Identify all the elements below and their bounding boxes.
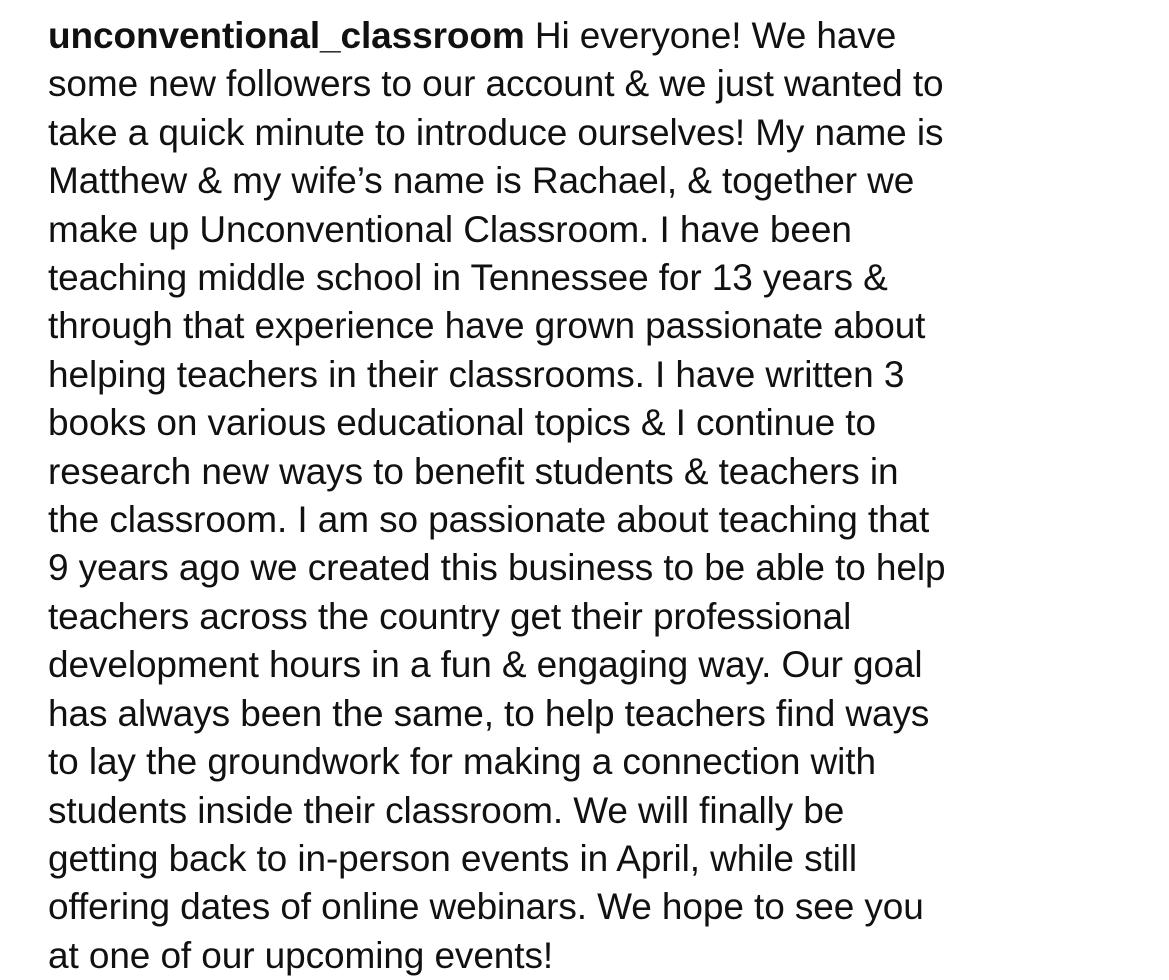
caption-text: helping teachers in their classrooms. I have written 3	[48, 353, 905, 395]
post-caption	[48, 12, 1128, 980]
caption-text: Matthew & my wife’s name is Rachael, & together we	[48, 160, 915, 202]
caption-text: has always been the same, to help teachers find ways	[48, 692, 930, 734]
caption-text: through that experience have grown passionate about	[48, 305, 926, 347]
username-link[interactable]: unconventional_classroom	[48, 15, 525, 56]
caption-text: research new ways to benefit students & teachers in	[48, 450, 899, 492]
caption-text: students inside their classroom. We will finally be	[48, 789, 845, 831]
caption-text: offering dates of online webinars. We hope to see you	[48, 886, 924, 928]
caption-text: books on various educational topics & I continue to	[48, 402, 876, 444]
caption-text: to lay the groundwork for making a connection with	[48, 741, 876, 783]
caption-text: getting back to in-person events in April, while still	[48, 837, 858, 879]
caption-text: the classroom. I am so passionate about teaching that	[48, 499, 930, 541]
caption-text: take a quick minute to introduce ourselves! My name is	[48, 111, 944, 153]
caption-text: teaching middle school in Tennessee for 13 years &	[48, 257, 888, 299]
caption-text: teachers across the country get their professional	[48, 595, 852, 637]
caption-text: Hi everyone! We have	[534, 15, 897, 56]
caption-text: make up Unconventional Classroom. I have been	[48, 208, 852, 250]
caption-text: 9 years ago we created this business to be able to help	[48, 547, 946, 589]
caption-text: some new followers to our account & we just wanted to	[48, 63, 944, 105]
caption-first-line	[48, 12, 1128, 60]
caption-text: development hours in a fun & engaging way. Our goal	[48, 644, 923, 686]
caption-text: at one of our upcoming events!	[48, 934, 554, 976]
